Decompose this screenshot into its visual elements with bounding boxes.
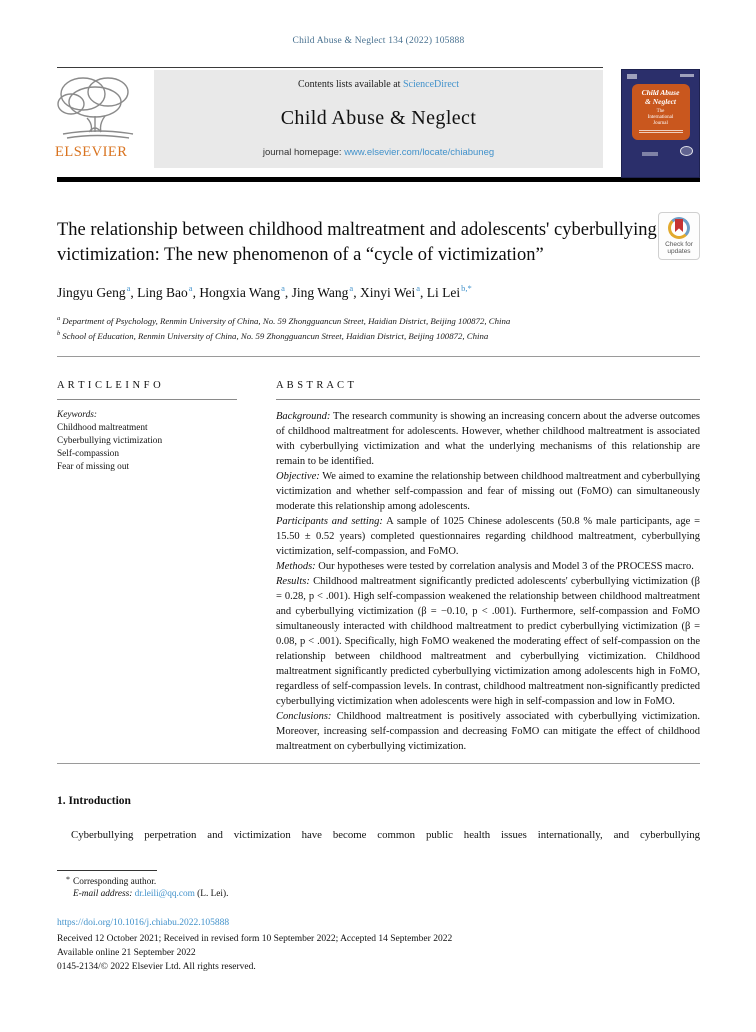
article-head [57,218,700,268]
cover-subtitle: The International Journal [647,109,674,126]
cover-title-plate [632,84,690,140]
abstract-heading: A B S T R A C T [276,380,700,400]
header-bottom-bar [57,177,700,182]
abstract-body [276,409,700,754]
keywords-label: Keywords: [57,410,97,421]
abstract-column [276,380,700,754]
journal-banner [154,70,603,168]
cover-footer-text [642,152,658,156]
author: Hongxia Wang$^a$, [199,283,292,300]
sciencedirect-link[interactable]: ScienceDirect [402,79,460,90]
received-dates: Received 12 October 2021; Received in revised form 10 September 2022; Accepted 14 September 2022 [57,934,453,945]
article-info-column [57,380,237,754]
author: Li Lei$^{b,*}$ [426,283,472,300]
cover-society-seal-icon [680,146,693,156]
homepage-url-link[interactable]: www.elsevier.com/locate/chiabuneg [344,147,495,158]
author-list [57,283,700,301]
cover-editor-lines [632,130,690,133]
affiliations [57,312,700,344]
abstract-segment: Objective: We aimed to examine the relationship between childhood maltreatment and cyberbullying victimization and whether self-compassion and fear of missing out (FoMO) can simultaneously moderate this relationship among adolescents. [276,471,701,513]
cover-issue-text [680,74,694,77]
author-affiliation-sup: a [349,283,354,293]
check-for-updates-badge[interactable] [658,212,700,260]
journal-title: Child Abuse & Neglect [280,107,477,129]
abstract-segment: Results: Childhood maltreatment significantly predicted adolescents' cyberbullying victimization (β = 0.28, p < .001). High self-compassion weakened the relationship between childhood maltreatment and cyberbullying victimization (β = −0.10, p < .001). Furthermore, self-compassion and FoMO simultaneously interacted with childhood maltreatment to predict cyberbullying victimization (β = 0.08, p < .001). Specifically, high FoMO weakened the moderating effect of self-compassion on the relationship between childhood maltreatment and cyberbullying victimization. Childhood maltreatment significantly predicted cyberbullying victimization among adolescents high in FoMO, regardless of self-compassion levels. In contrast, childhood maltreatment non-significantly predicted cyberbullying victimization when adolescents were high in self-compassion and low in FoMO. [276,576,701,708]
bookmark-ribbon-icon [675,219,683,232]
author-affiliation-sup: a [281,283,285,293]
article-title: The relationship between childhood maltreatment and adolescents' cyberbullying victimization: The new phenomenon of a “cycle of victimization” [57,220,657,265]
abstract-bottom-rule [57,763,700,764]
abstract-segment: Conclusions: Childhood maltreatment is positively associated with cyberbullying victimization. Moreover, increasing self-compassion and decreasing FoMO can mitigate the effect of childhood maltreatment on cyberbullying victimization. [276,711,701,753]
author-affiliation-sup: a [188,283,193,293]
keyword-item: Cyberbullying victimization [57,436,163,447]
author: Ling Bao$^a$, [137,283,200,300]
running-head-citation: Child Abuse & Neglect 134 (2022) 105888 [292,36,465,46]
abstract-segment: Background: The research community is showing an increasing concern about the adverse outcomes of childhood maltreatment for adolescents. However, whether childhood maltreatment is associated with cyberbullying victimization and what the underlying mechanisms of this relationship are remain to be identified. [276,411,701,468]
homepage-line [158,147,599,158]
abstract-segment: Methods: Our hypotheses were tested by correlation analysis and Model 3 of the PROCESS macro. [276,561,694,573]
cover-title: Child Abuse & Neglect [641,88,680,106]
article-info-heading: A R T I C L E I N F O [57,380,237,400]
available-online: Available online 21 September 2022 [57,948,196,959]
keyword-item: Childhood maltreatment [57,423,148,434]
article-footer [57,916,700,974]
elsevier-logo [57,70,154,168]
author: Jingyu Geng$^a$, [57,283,138,300]
author-affiliation-sup: a [126,283,131,293]
corresponding-author-note: * Corresponding author. [66,875,157,888]
introduction-heading: 1. Introduction [57,795,131,808]
author: Xinyi Wei$^a$, [359,283,427,300]
affiliation-a: $^a$ Department of Psychology, Renmin University of China, No. 59 Zhongguancun Street, Haidian District, Beijing 100872, China [57,314,511,326]
journal-cover-thumbnail [621,69,700,178]
crossmark-icon [668,217,690,239]
elsevier-tree-icon [53,72,141,146]
divider-rule [57,356,700,357]
header-top-rule [57,67,603,68]
keyword-item: Self-compassion [57,449,119,460]
elsevier-wordmark: ELSEVIER [55,144,128,160]
email-link[interactable]: dr.leili@qq.com [134,889,195,900]
abstract-segment: Participants and setting: A sample of 1025 Chinese adolescents (50.8 % male participants, age = 15.50 ± 0.52 years) completed questionnaires regarding childhood maltreatment, cyberbullying victimization, self-compassion, and FoMO. [276,516,700,558]
footnote-asterisk: * [66,875,70,885]
author-affiliation-sup: b,* [461,283,472,293]
footnote-rule [57,870,157,871]
email-note: E-mail address: dr.leili@qq.com (L. Lei). [73,889,229,900]
keywords-block [57,409,237,474]
doi-link[interactable]: https://doi.org/10.1016/j.chiabu.2022.105888 [57,918,230,929]
check-for-updates-label: Check for updates [665,241,693,255]
footnote-block [57,870,700,899]
journal-header [57,67,700,182]
issn-copyright: 0145-2134/© 2022 Elsevier Ltd. All rights reserved. [57,962,256,973]
contents-prefix: Contents lists available at [297,79,403,90]
cover-publisher-mark [627,74,637,79]
keyword-item: Fear of missing out [57,462,130,473]
author-affiliation-sup: a [416,283,421,293]
introduction-paragraph: Cyberbullying perpetration and victimization have become common public health issues internationally, and cyberbullying [71,829,700,842]
info-abstract-section [57,380,700,754]
author: Jing Wang$^a$, [291,283,360,300]
contents-line [158,79,599,90]
homepage-label: journal homepage: [262,147,345,158]
affiliation-b: $^b$ School of Education, Renmin University of China, No. 59 Zhongguancun Street, Haidian District, Beijing 100872, China [57,330,489,342]
